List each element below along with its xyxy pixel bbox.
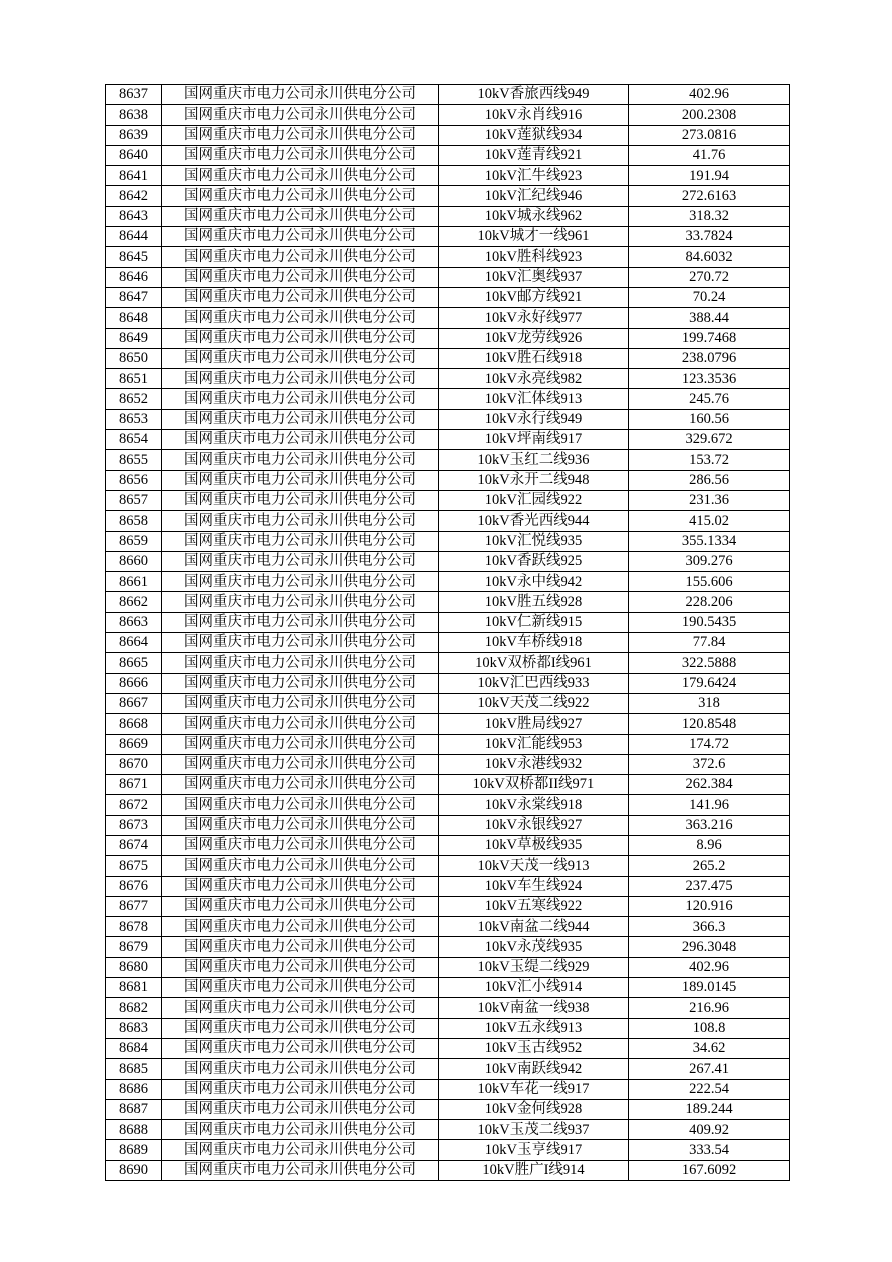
- value-cell: 160.56: [629, 409, 790, 429]
- row-id-cell: 8677: [106, 896, 162, 916]
- table-row: [106, 511, 790, 531]
- row-id-cell: 8655: [106, 450, 162, 470]
- company-cell: 国网重庆市电力公司永川供电分公司: [162, 308, 439, 328]
- company-cell: 国网重庆市电力公司永川供电分公司: [162, 186, 439, 206]
- table-row: [106, 430, 790, 450]
- table-row: [106, 470, 790, 490]
- value-cell: 402.96: [629, 957, 790, 977]
- company-cell: 国网重庆市电力公司永川供电分公司: [162, 85, 439, 105]
- value-cell: 238.0796: [629, 348, 790, 368]
- table-row: [106, 369, 790, 389]
- company-cell: 国网重庆市电力公司永川供电分公司: [162, 227, 439, 247]
- line-name-cell: 10kV玉缇二线929: [439, 957, 629, 977]
- line-name-cell: 10kV香光西线944: [439, 511, 629, 531]
- company-cell: 国网重庆市电力公司永川供电分公司: [162, 835, 439, 855]
- company-cell: 国网重庆市电力公司永川供电分公司: [162, 1059, 439, 1079]
- value-cell: 309.276: [629, 551, 790, 571]
- company-cell: 国网重庆市电力公司永川供电分公司: [162, 348, 439, 368]
- table-row: [106, 389, 790, 409]
- table-row: [106, 1038, 790, 1058]
- line-name-cell: 10kV永行线949: [439, 409, 629, 429]
- company-cell: 国网重庆市电力公司永川供电分公司: [162, 125, 439, 145]
- power-line-table: [105, 84, 790, 1181]
- company-cell: 国网重庆市电力公司永川供电分公司: [162, 714, 439, 734]
- company-cell: 国网重庆市电力公司永川供电分公司: [162, 145, 439, 165]
- table-row: [106, 1059, 790, 1079]
- row-id-cell: 8674: [106, 835, 162, 855]
- line-name-cell: 10kV南盆一线938: [439, 998, 629, 1018]
- company-cell: 国网重庆市电力公司永川供电分公司: [162, 389, 439, 409]
- company-cell: 国网重庆市电力公司永川供电分公司: [162, 754, 439, 774]
- row-id-cell: 8658: [106, 511, 162, 531]
- value-cell: 153.72: [629, 450, 790, 470]
- line-name-cell: 10kV永港线932: [439, 754, 629, 774]
- line-name-cell: 10kV玉古线952: [439, 1038, 629, 1058]
- company-cell: 国网重庆市电力公司永川供电分公司: [162, 876, 439, 896]
- table-row: [106, 795, 790, 815]
- table-row: [106, 308, 790, 328]
- company-cell: 国网重庆市电力公司永川供电分公司: [162, 1099, 439, 1119]
- line-name-cell: 10kV车花一线917: [439, 1079, 629, 1099]
- row-id-cell: 8651: [106, 369, 162, 389]
- company-cell: 国网重庆市电力公司永川供电分公司: [162, 206, 439, 226]
- row-id-cell: 8646: [106, 267, 162, 287]
- value-cell: 191.94: [629, 166, 790, 186]
- line-name-cell: 10kV永亮线982: [439, 369, 629, 389]
- row-id-cell: 8656: [106, 470, 162, 490]
- table-row: [106, 876, 790, 896]
- value-cell: 120.916: [629, 896, 790, 916]
- line-name-cell: 10kV五寒线922: [439, 896, 629, 916]
- line-name-cell: 10kV汇体线913: [439, 389, 629, 409]
- line-name-cell: 10kV汇园线922: [439, 490, 629, 510]
- table-body: [106, 85, 790, 1181]
- company-cell: 国网重庆市电力公司永川供电分公司: [162, 287, 439, 307]
- value-cell: 231.36: [629, 490, 790, 510]
- value-cell: 199.7468: [629, 328, 790, 348]
- row-id-cell: 8639: [106, 125, 162, 145]
- row-id-cell: 8684: [106, 1038, 162, 1058]
- row-id-cell: 8644: [106, 227, 162, 247]
- table-row: [106, 612, 790, 632]
- line-name-cell: 10kV五永线913: [439, 1018, 629, 1038]
- table-row: [106, 186, 790, 206]
- company-cell: 国网重庆市电力公司永川供电分公司: [162, 409, 439, 429]
- row-id-cell: 8667: [106, 693, 162, 713]
- table-row: [106, 734, 790, 754]
- line-name-cell: 10kV坪南线917: [439, 430, 629, 450]
- line-name-cell: 10kV车生线924: [439, 876, 629, 896]
- value-cell: 270.72: [629, 267, 790, 287]
- row-id-cell: 8648: [106, 308, 162, 328]
- table-row: [106, 206, 790, 226]
- line-name-cell: 10kV仁新线915: [439, 612, 629, 632]
- value-cell: 415.02: [629, 511, 790, 531]
- table-row: [106, 145, 790, 165]
- line-name-cell: 10kV金何线928: [439, 1099, 629, 1119]
- company-cell: 国网重庆市电力公司永川供电分公司: [162, 998, 439, 1018]
- table-row: [106, 815, 790, 835]
- value-cell: 355.1334: [629, 531, 790, 551]
- row-id-cell: 8680: [106, 957, 162, 977]
- line-name-cell: 10kV汇小线914: [439, 978, 629, 998]
- company-cell: 国网重庆市电力公司永川供电分公司: [162, 978, 439, 998]
- line-name-cell: 10kV玉红二线936: [439, 450, 629, 470]
- table-row: [106, 490, 790, 510]
- line-name-cell: 10kV莲狱线934: [439, 125, 629, 145]
- company-cell: 国网重庆市电力公司永川供电分公司: [162, 673, 439, 693]
- company-cell: 国网重庆市电力公司永川供电分公司: [162, 1140, 439, 1160]
- value-cell: 228.206: [629, 592, 790, 612]
- line-name-cell: 10kV汇巴西线933: [439, 673, 629, 693]
- line-name-cell: 10kV草极线935: [439, 835, 629, 855]
- company-cell: 国网重庆市电力公司永川供电分公司: [162, 247, 439, 267]
- line-name-cell: 10kV汇奥线937: [439, 267, 629, 287]
- value-cell: 272.6163: [629, 186, 790, 206]
- value-cell: 333.54: [629, 1140, 790, 1160]
- company-cell: 国网重庆市电力公司永川供电分公司: [162, 369, 439, 389]
- company-cell: 国网重庆市电力公司永川供电分公司: [162, 896, 439, 916]
- table-row: [106, 896, 790, 916]
- company-cell: 国网重庆市电力公司永川供电分公司: [162, 592, 439, 612]
- line-name-cell: 10kV永中线942: [439, 572, 629, 592]
- company-cell: 国网重庆市电力公司永川供电分公司: [162, 105, 439, 125]
- row-id-cell: 8676: [106, 876, 162, 896]
- row-id-cell: 8666: [106, 673, 162, 693]
- line-name-cell: 10kV龙劳线926: [439, 328, 629, 348]
- line-name-cell: 10kV城永线962: [439, 206, 629, 226]
- row-id-cell: 8668: [106, 714, 162, 734]
- value-cell: 318.32: [629, 206, 790, 226]
- value-cell: 262.384: [629, 775, 790, 795]
- row-id-cell: 8654: [106, 430, 162, 450]
- table-row: [106, 409, 790, 429]
- company-cell: 国网重庆市电力公司永川供电分公司: [162, 1018, 439, 1038]
- company-cell: 国网重庆市电力公司永川供电分公司: [162, 856, 439, 876]
- table-row: [106, 693, 790, 713]
- line-name-cell: 10kV汇牛线923: [439, 166, 629, 186]
- row-id-cell: 8660: [106, 551, 162, 571]
- row-id-cell: 8679: [106, 937, 162, 957]
- table-row: [106, 592, 790, 612]
- value-cell: 200.2308: [629, 105, 790, 125]
- line-name-cell: 10kV双桥都I线961: [439, 653, 629, 673]
- line-name-cell: 10kV永棠线918: [439, 795, 629, 815]
- row-id-cell: 8640: [106, 145, 162, 165]
- table-row: [106, 166, 790, 186]
- company-cell: 国网重庆市电力公司永川供电分公司: [162, 1079, 439, 1099]
- table-row: [106, 328, 790, 348]
- line-name-cell: 10kV汇纪线946: [439, 186, 629, 206]
- row-id-cell: 8683: [106, 1018, 162, 1038]
- line-name-cell: 10kV双桥都II线971: [439, 775, 629, 795]
- value-cell: 84.6032: [629, 247, 790, 267]
- line-name-cell: 10kV胜局线927: [439, 714, 629, 734]
- value-cell: 363.216: [629, 815, 790, 835]
- row-id-cell: 8672: [106, 795, 162, 815]
- line-name-cell: 10kV车桥线918: [439, 633, 629, 653]
- row-id-cell: 8661: [106, 572, 162, 592]
- value-cell: 41.76: [629, 145, 790, 165]
- table-row: [106, 835, 790, 855]
- company-cell: 国网重庆市电力公司永川供电分公司: [162, 653, 439, 673]
- line-name-cell: 10kV南盆二线944: [439, 917, 629, 937]
- table-row: [106, 633, 790, 653]
- row-id-cell: 8652: [106, 389, 162, 409]
- line-name-cell: 10kV汇能线953: [439, 734, 629, 754]
- company-cell: 国网重庆市电力公司永川供电分公司: [162, 551, 439, 571]
- row-id-cell: 8681: [106, 978, 162, 998]
- company-cell: 国网重庆市电力公司永川供电分公司: [162, 430, 439, 450]
- table-row: [106, 287, 790, 307]
- value-cell: 372.6: [629, 754, 790, 774]
- value-cell: 267.41: [629, 1059, 790, 1079]
- value-cell: 108.8: [629, 1018, 790, 1038]
- table-row: [106, 978, 790, 998]
- table-row: [106, 653, 790, 673]
- company-cell: 国网重庆市电力公司永川供电分公司: [162, 470, 439, 490]
- table-row: [106, 348, 790, 368]
- table-row: [106, 1120, 790, 1140]
- table-row: [106, 754, 790, 774]
- company-cell: 国网重庆市电力公司永川供电分公司: [162, 531, 439, 551]
- table-row: [106, 1079, 790, 1099]
- row-id-cell: 8685: [106, 1059, 162, 1079]
- row-id-cell: 8673: [106, 815, 162, 835]
- company-cell: 国网重庆市电力公司永川供电分公司: [162, 815, 439, 835]
- row-id-cell: 8670: [106, 754, 162, 774]
- line-name-cell: 10kV莲青线921: [439, 145, 629, 165]
- table-row: [106, 998, 790, 1018]
- row-id-cell: 8641: [106, 166, 162, 186]
- company-cell: 国网重庆市电力公司永川供电分公司: [162, 734, 439, 754]
- table-row: [106, 957, 790, 977]
- company-cell: 国网重庆市电力公司永川供电分公司: [162, 1120, 439, 1140]
- line-name-cell: 10kV胜科线923: [439, 247, 629, 267]
- value-cell: 402.96: [629, 85, 790, 105]
- line-name-cell: 10kV胜石线918: [439, 348, 629, 368]
- value-cell: 141.96: [629, 795, 790, 815]
- value-cell: 189.0145: [629, 978, 790, 998]
- value-cell: 237.475: [629, 876, 790, 896]
- row-id-cell: 8649: [106, 328, 162, 348]
- line-name-cell: 10kV玉亨线917: [439, 1140, 629, 1160]
- company-cell: 国网重庆市电力公司永川供电分公司: [162, 572, 439, 592]
- table-row: [106, 247, 790, 267]
- row-id-cell: 8659: [106, 531, 162, 551]
- company-cell: 国网重庆市电力公司永川供电分公司: [162, 917, 439, 937]
- value-cell: 189.244: [629, 1099, 790, 1119]
- value-cell: 174.72: [629, 734, 790, 754]
- row-id-cell: 8647: [106, 287, 162, 307]
- table-row: [106, 714, 790, 734]
- company-cell: 国网重庆市电力公司永川供电分公司: [162, 328, 439, 348]
- line-name-cell: 10kV永肖线916: [439, 105, 629, 125]
- line-name-cell: 10kV城才一线961: [439, 227, 629, 247]
- value-cell: 33.7824: [629, 227, 790, 247]
- value-cell: 245.76: [629, 389, 790, 409]
- row-id-cell: 8675: [106, 856, 162, 876]
- table-row: [106, 227, 790, 247]
- table-row: [106, 917, 790, 937]
- company-cell: 国网重庆市电力公司永川供电分公司: [162, 267, 439, 287]
- line-name-cell: 10kV永好线977: [439, 308, 629, 328]
- line-name-cell: 10kV天茂一线913: [439, 856, 629, 876]
- value-cell: 190.5435: [629, 612, 790, 632]
- row-id-cell: 8643: [106, 206, 162, 226]
- table-row: [106, 267, 790, 287]
- table-row: [106, 673, 790, 693]
- value-cell: 296.3048: [629, 937, 790, 957]
- row-id-cell: 8678: [106, 917, 162, 937]
- table-row: [106, 572, 790, 592]
- value-cell: 34.62: [629, 1038, 790, 1058]
- line-name-cell: 10kV邮方线921: [439, 287, 629, 307]
- row-id-cell: 8682: [106, 998, 162, 1018]
- row-id-cell: 8650: [106, 348, 162, 368]
- value-cell: 155.606: [629, 572, 790, 592]
- value-cell: 222.54: [629, 1079, 790, 1099]
- row-id-cell: 8665: [106, 653, 162, 673]
- value-cell: 286.56: [629, 470, 790, 490]
- table-row: [106, 1018, 790, 1038]
- line-name-cell: 10kV香旅西线949: [439, 85, 629, 105]
- row-id-cell: 8645: [106, 247, 162, 267]
- value-cell: 265.2: [629, 856, 790, 876]
- value-cell: 70.24: [629, 287, 790, 307]
- row-id-cell: 8671: [106, 775, 162, 795]
- row-id-cell: 8690: [106, 1160, 162, 1180]
- company-cell: 国网重庆市电力公司永川供电分公司: [162, 957, 439, 977]
- row-id-cell: 8664: [106, 633, 162, 653]
- line-name-cell: 10kV胜五线928: [439, 592, 629, 612]
- value-cell: 77.84: [629, 633, 790, 653]
- table-row: [106, 937, 790, 957]
- line-name-cell: 10kV天茂二线922: [439, 693, 629, 713]
- row-id-cell: 8642: [106, 186, 162, 206]
- value-cell: 366.3: [629, 917, 790, 937]
- row-id-cell: 8638: [106, 105, 162, 125]
- company-cell: 国网重庆市电力公司永川供电分公司: [162, 937, 439, 957]
- table-row: [106, 531, 790, 551]
- company-cell: 国网重庆市电力公司永川供电分公司: [162, 693, 439, 713]
- value-cell: 167.6092: [629, 1160, 790, 1180]
- value-cell: 8.96: [629, 835, 790, 855]
- line-name-cell: 10kV汇悦线935: [439, 531, 629, 551]
- row-id-cell: 8689: [106, 1140, 162, 1160]
- row-id-cell: 8686: [106, 1079, 162, 1099]
- row-id-cell: 8669: [106, 734, 162, 754]
- value-cell: 388.44: [629, 308, 790, 328]
- line-name-cell: 10kV永开二线948: [439, 470, 629, 490]
- company-cell: 国网重庆市电力公司永川供电分公司: [162, 612, 439, 632]
- row-id-cell: 8663: [106, 612, 162, 632]
- table-row: [106, 775, 790, 795]
- table-row: [106, 1160, 790, 1180]
- row-id-cell: 8662: [106, 592, 162, 612]
- company-cell: 国网重庆市电力公司永川供电分公司: [162, 490, 439, 510]
- table-row: [106, 1099, 790, 1119]
- company-cell: 国网重庆市电力公司永川供电分公司: [162, 1160, 439, 1180]
- value-cell: 322.5888: [629, 653, 790, 673]
- value-cell: 329.672: [629, 430, 790, 450]
- company-cell: 国网重庆市电力公司永川供电分公司: [162, 775, 439, 795]
- value-cell: 123.3536: [629, 369, 790, 389]
- value-cell: 120.8548: [629, 714, 790, 734]
- row-id-cell: 8688: [106, 1120, 162, 1140]
- table-row: [106, 1140, 790, 1160]
- company-cell: 国网重庆市电力公司永川供电分公司: [162, 1038, 439, 1058]
- row-id-cell: 8653: [106, 409, 162, 429]
- table-row: [106, 551, 790, 571]
- table-row: [106, 105, 790, 125]
- value-cell: 216.96: [629, 998, 790, 1018]
- row-id-cell: 8657: [106, 490, 162, 510]
- table-row: [106, 125, 790, 145]
- value-cell: 409.92: [629, 1120, 790, 1140]
- table-row: [106, 856, 790, 876]
- value-cell: 273.0816: [629, 125, 790, 145]
- line-name-cell: 10kV香跃线925: [439, 551, 629, 571]
- company-cell: 国网重庆市电力公司永川供电分公司: [162, 511, 439, 531]
- line-name-cell: 10kV玉茂二线937: [439, 1120, 629, 1140]
- row-id-cell: 8687: [106, 1099, 162, 1119]
- line-name-cell: 10kV南跃线942: [439, 1059, 629, 1079]
- company-cell: 国网重庆市电力公司永川供电分公司: [162, 166, 439, 186]
- line-name-cell: 10kV永银线927: [439, 815, 629, 835]
- table-row: [106, 85, 790, 105]
- line-name-cell: 10kV永茂线935: [439, 937, 629, 957]
- value-cell: 179.6424: [629, 673, 790, 693]
- company-cell: 国网重庆市电力公司永川供电分公司: [162, 450, 439, 470]
- table-row: [106, 450, 790, 470]
- line-name-cell: 10kV胜广I线914: [439, 1160, 629, 1180]
- row-id-cell: 8637: [106, 85, 162, 105]
- value-cell: 318: [629, 693, 790, 713]
- company-cell: 国网重庆市电力公司永川供电分公司: [162, 633, 439, 653]
- company-cell: 国网重庆市电力公司永川供电分公司: [162, 795, 439, 815]
